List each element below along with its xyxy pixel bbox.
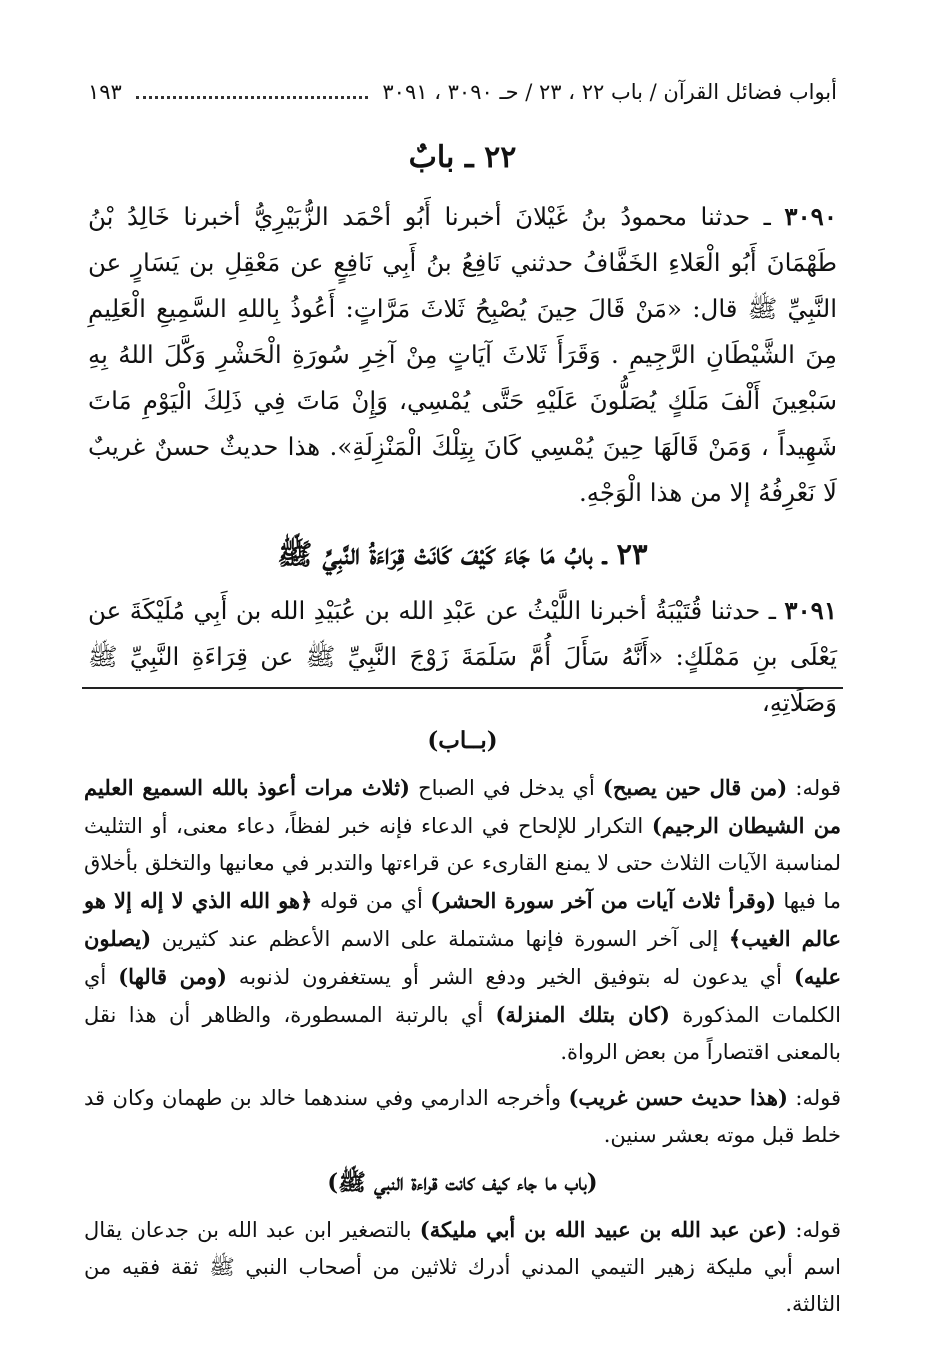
quoted-phrase: (كان بتلك المنزلة) <box>495 1002 670 1027</box>
explanation: أي الكلمات المذكورة <box>84 965 842 1027</box>
quoted-phrase: (عن عبد الله بن عبيد الله بن أبي مليكة) <box>419 1217 788 1242</box>
hadith-text: ـ حدثنا قُتَيْبَةُ أخبرنا اللَّيْثُ عن عَبْدِ الله بن عُبَيْدِ الله بن أَبِي مُلَيْكَةَ عن يَعْلَى بنِ مَمْلَكٍ: «أَنَّهُ سَأَلَ أُمَّ سَلَمَةَ زَوْجَ النَّبِيِّ ﷺ عن قِرَاءَةِ النَّبِيِّ ﷺ وَصَلَاتِهِ، <box>88 596 837 717</box>
explanation: التكرار للإلحاح في الدعاء فإنه خبر لفظاً، دعاء معنى، أو التثليث لمناسبة الآيات الثلاث حتى لا يمنع القارىء عن قراءتها والتدبر في معانيها والتخلق بأخلاق ما فيها <box>84 814 841 913</box>
footnote-separator <box>82 687 843 689</box>
main-text <box>88 128 837 726</box>
quoted-phrase: (هذا حديث حسن غريب) <box>568 1085 788 1110</box>
chapter-23-heading: ٢٣ ـ بابُ مَا جَاءَ كَيْفَ كَانَتْ قِرَاءَةُ النَّبِيِّ ﷺ <box>277 537 648 571</box>
quoted-phrase: (ومن قالها) <box>118 964 227 989</box>
commentary-paragraph <box>84 1211 841 1323</box>
quote-intro: قوله: <box>787 1086 842 1110</box>
hadith-number: ٣٠٩١ <box>784 596 837 625</box>
running-title: أبواب فضائل القرآن / باب ٢٢ ، ٢٣ / حـ ٣٠٩٠ ، ٣٠٩١ <box>382 80 837 104</box>
explanation: بالتصغير ابن عبد الله بن جدعان يقال اسم أبي مليكة زهير التيمي المدني أدرك ثلاثين من أصحاب النبي ﷺ ثقة فقيه من الثالثة. <box>84 1218 841 1316</box>
commentary-paragraph <box>84 769 841 1071</box>
explanation: إلى آخر السورة فإنها مشتملة على الاسم الأعظم عند كثيرين <box>151 927 729 951</box>
explanation: أي يدعون له بتوفيق الخير ودفع الشر أو يستغفرون لذنوبه <box>226 965 794 989</box>
commentary <box>84 722 841 1331</box>
explanation: أي بالرتبة المسطورة، والظاهر أن هذا نقل بالمعنى اقتصاراً من بعض الرواة. <box>84 1003 841 1064</box>
chapter-22-heading: ٢٢ ـ بابٌ <box>408 140 517 175</box>
quote-intro: قوله: <box>787 776 841 800</box>
quoted-verse: ﴿هو الله الذي لا إله إلا هو عالم الغيب﴾ <box>84 888 841 951</box>
quoted-phrase: (من قال حين يصبح) <box>602 775 788 800</box>
quote-intro: قوله: <box>787 1218 842 1242</box>
explanation: وأخرجه الدارمي وفي سندهما خالد بن طهمان وكان قد خلط قبل موته بعشر سنين. <box>84 1086 841 1147</box>
hadith-text: ـ حدثنا محمودُ بنُ غَيْلانَ أخبرنا أَبُو أحْمَد الزُّبَيْرِيُّ أخبرنا خَالِدُ بْنُ طَهْمَانَ أَبُو الْعَلاءِ الخَفَّافُ حدثني نَافِعُ بنُ أَبِي نَافِعٍ عن مَعْقِلِ بن يَسَارٍ عن النَّبِيِّ ﷺ قال: «مَنْ قَالَ حِينَ يُصْبِحُ ثَلاثَ مَرَّاتٍ: أَعُوذُ بِاللهِ السَّمِيعِ الْعَلِيمِ مِنَ الشَّيْطَانِ الرَّجِيمِ . وَقَرَأَ ثَلاثَ آيَاتٍ مِنْ آخِرِ سُورَةِ الْحَشْرِ وَكَّلَ اللهُ بِهِ سَبْعِينَ أَلْفَ مَلَكٍ يُصَلُّونَ عَلَيْهِ حَتَّى يُمْسِي، وَإِنْ مَاتَ فِي ذَلِكَ الْيَوْمِ مَاتَ شَهِيداً ، وَمَنْ قَالَهَا حِينَ يُمْسِي كَانَ بِتِلْكَ الْمَنْزِلَةِ». هذا حديثٌ حسنٌ غريبٌ لَا نَعْرِفُهُ إلا من هذا الْوَجْهِ. <box>88 202 837 507</box>
commentary-title: (بــاب) <box>427 727 498 754</box>
quoted-phrase: (يصلون عليه) <box>84 926 841 989</box>
hadith-3090 <box>88 194 837 516</box>
hadith-3091 <box>88 588 837 726</box>
quoted-phrase: (ثلاث مرات أعوذ بالله السميع العليم من الشيطان الرجيم) <box>84 775 841 838</box>
commentary-subtitle: (باب ما جاء كيف كانت قراءة النبي ﷺ) <box>327 1169 598 1196</box>
running-header <box>88 72 837 112</box>
commentary-paragraph <box>84 1079 841 1154</box>
explanation: أي يدخل في الصباح <box>409 776 603 800</box>
page-number: ١٩٣ <box>88 80 122 104</box>
quoted-phrase: (وقرأ ثلاث آيات من آخر سورة الحشر) <box>430 888 776 913</box>
hadith-number: ٣٠٩٠ <box>784 202 837 231</box>
header-dot-leader <box>136 86 369 99</box>
explanation: أي من قوله <box>312 889 431 913</box>
